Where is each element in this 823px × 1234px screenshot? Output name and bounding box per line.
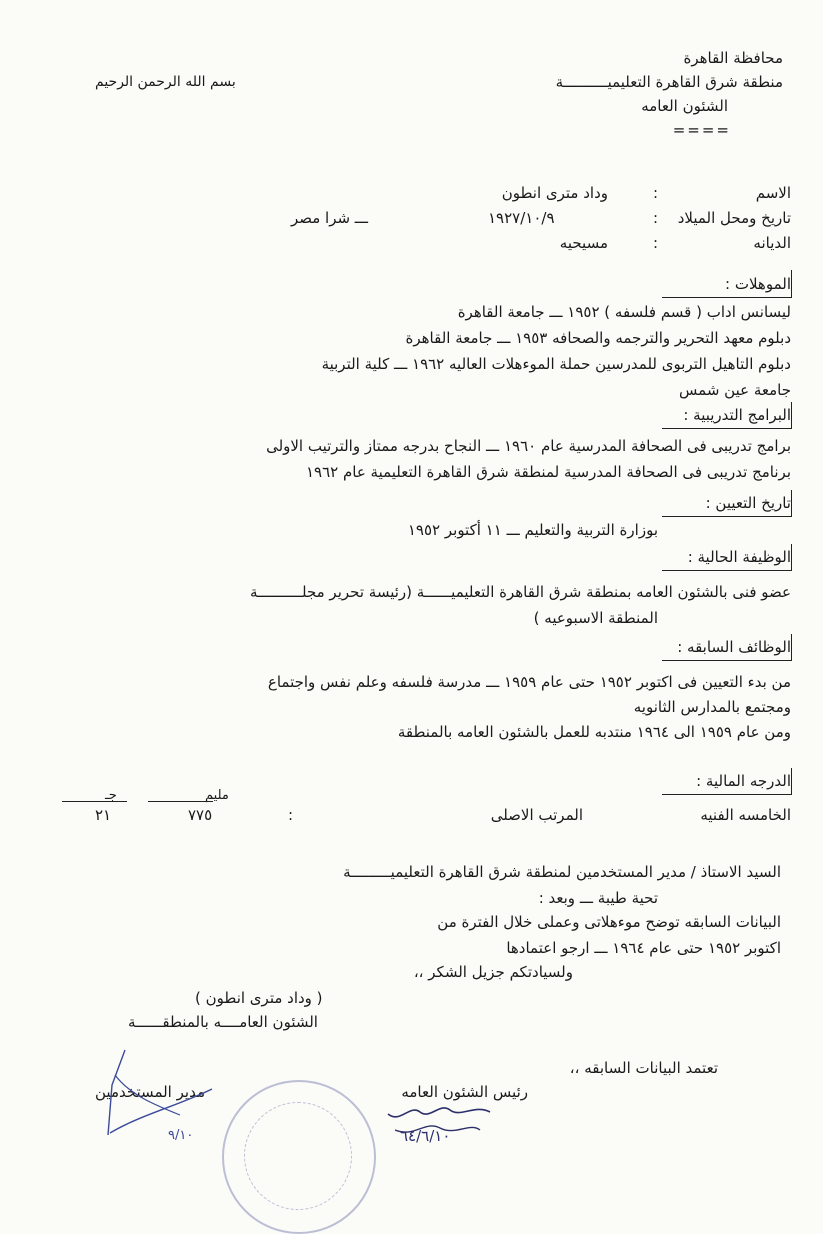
current-job-line-2: المنطقة الاسبوعيه )	[533, 609, 658, 627]
letter-body-2: اكتوبر ١٩٥٢ حتى عام ١٩٦٤ ـــ ارجو اعتمادها	[506, 939, 781, 957]
previous-jobs-bracket	[791, 634, 792, 661]
letter-recipient: السيد الاستاذ / مدير المستخدمين لمنطقة شرق القاهرة التعليميـــــــــة	[343, 863, 781, 881]
current-job-bracket	[791, 544, 792, 571]
pound-value: ٢١	[95, 806, 112, 824]
signer-name: ( وداد مترى انطون )	[195, 989, 323, 1007]
certification-note: تعتمد البيانات السابقه ،،	[569, 1059, 718, 1077]
birth-date: ١٩٢٧/١٠/٩	[488, 209, 555, 227]
basic-salary-label: المرتب الاصلى	[490, 806, 583, 824]
training-bracket	[791, 402, 792, 429]
letter-thanks: ولسيادتكم جزيل الشكر ،،	[413, 963, 573, 981]
previous-jobs-heading: الوظائف السابقه :	[677, 638, 791, 656]
department-title: الشئون العامه	[641, 97, 728, 115]
salary-rule	[662, 794, 792, 795]
qualification-line-2: دبلوم معهد التحرير والترجمه والصحافه ١٩٥٣ ـــ جامعة القاهرة	[405, 329, 791, 347]
previous-job-line-1: من بدء التعيين فى اكتوبر ١٩٥٢ حتى عام ١٩٥٩ ـــ مدرسة فلسفه وعلم نفس واجتماع	[267, 673, 791, 691]
previous-job-line-3: ومن عام ١٩٥٩ الى ١٩٦٤ منتدبه للعمل بالشئون العامه بالمنطقة	[397, 723, 791, 741]
appointment-heading: تاريخ التعيين :	[705, 494, 791, 512]
pound-underline	[62, 801, 127, 802]
religion-colon: :	[652, 234, 658, 252]
director-signature	[100, 1045, 220, 1151]
appointment-line: بوزارة التربية والتعليم ـــ ١١ أكتوبر ١٩٥٢	[407, 521, 658, 539]
religion-label: الديانه	[753, 234, 791, 252]
basic-salary-colon: :	[287, 806, 293, 824]
current-job-heading: الوظيفة الحالية :	[687, 548, 791, 566]
qualifications-heading: الموهلات :	[725, 275, 791, 293]
official-stamp-inner-ring	[244, 1102, 352, 1210]
qualifications-bracket	[791, 270, 792, 298]
letter-body-1: البيانات السابقه توضح موءهلاتى وعملى خلال الفترة من	[437, 913, 781, 931]
written-date: ٦٤/٦/١٠	[400, 1127, 451, 1145]
training-line-1: برامج تدريبى فى الصحافة المدرسية عام ١٩٦٠ ـــ النجاح بدرجه ممتاز والترتيب الاولى	[266, 437, 791, 455]
salary-grade: الخامسه الفنيه	[700, 806, 791, 824]
birth-label: تاريخ ومحل الميلاد	[677, 209, 791, 227]
training-heading: البرامج التدريبية :	[683, 406, 791, 424]
current-job-rule	[662, 570, 792, 571]
basmala: بسم الله الرحمن الرحيم	[95, 74, 236, 90]
pound-label: جـ	[105, 788, 117, 803]
millim-label: مليم	[205, 788, 229, 803]
letter-greeting: تحية طيبة ـــ وبعد :	[538, 889, 658, 907]
millim-underline	[148, 801, 213, 802]
previous-jobs-rule	[662, 660, 792, 661]
official-stamp	[222, 1080, 376, 1234]
training-line-2: برنامج تدريبى فى الصحافة المدرسية لمنطقة شرق القاهرة التعليمية عام ١٩٦٢	[305, 463, 791, 481]
salary-bracket	[791, 768, 792, 795]
name-label: الاسم	[755, 184, 791, 202]
header-marks: ====	[672, 121, 731, 139]
appointment-rule	[662, 516, 792, 517]
qualification-line-4: جامعة عين شمس	[679, 381, 791, 399]
governorate-title: محافظة القاهرة	[683, 49, 783, 67]
head-of-affairs-title: رئيس الشئون العامه	[401, 1083, 528, 1101]
name-value: وداد مترى انطون	[501, 184, 608, 202]
training-rule	[662, 428, 792, 429]
salary-heading: الدرجه المالية :	[696, 772, 791, 790]
qualifications-rule	[662, 297, 792, 298]
religion-value: مسيحيه	[559, 234, 608, 252]
previous-job-line-2: ومجتمع بالمدارس الثانويه	[633, 698, 791, 716]
qualification-line-3: دبلوم التاهيل التربوى للمدرسين حملة الموءهلات العاليه ١٩٦٢ ـــ كلية التربية	[321, 355, 791, 373]
side-date: ٩/١٠	[168, 1128, 194, 1143]
signer-department: الشئون العامــــه بالمنطقــــــة	[128, 1013, 318, 1031]
birth-place: ـــ شرا مصر	[290, 209, 368, 227]
zone-title: منطقة شرق القاهرة التعليميــــــــــة	[555, 73, 783, 91]
current-job-line-1: عضو فنى بالشئون العامه بمنطقة شرق القاهرة التعليميــــــة (رئيسة تحرير مجلــــــــــة	[249, 583, 791, 601]
qualification-line-1: ليسانس اداب ( قسم فلسفه ) ١٩٥٢ ـــ جامعة القاهرة	[457, 303, 791, 321]
appointment-bracket	[791, 490, 792, 517]
birth-colon: :	[652, 209, 658, 227]
millim-value: ٧٧٥	[188, 806, 213, 824]
director-title: مدير المستخدمين	[95, 1083, 205, 1101]
name-colon: :	[652, 184, 658, 202]
